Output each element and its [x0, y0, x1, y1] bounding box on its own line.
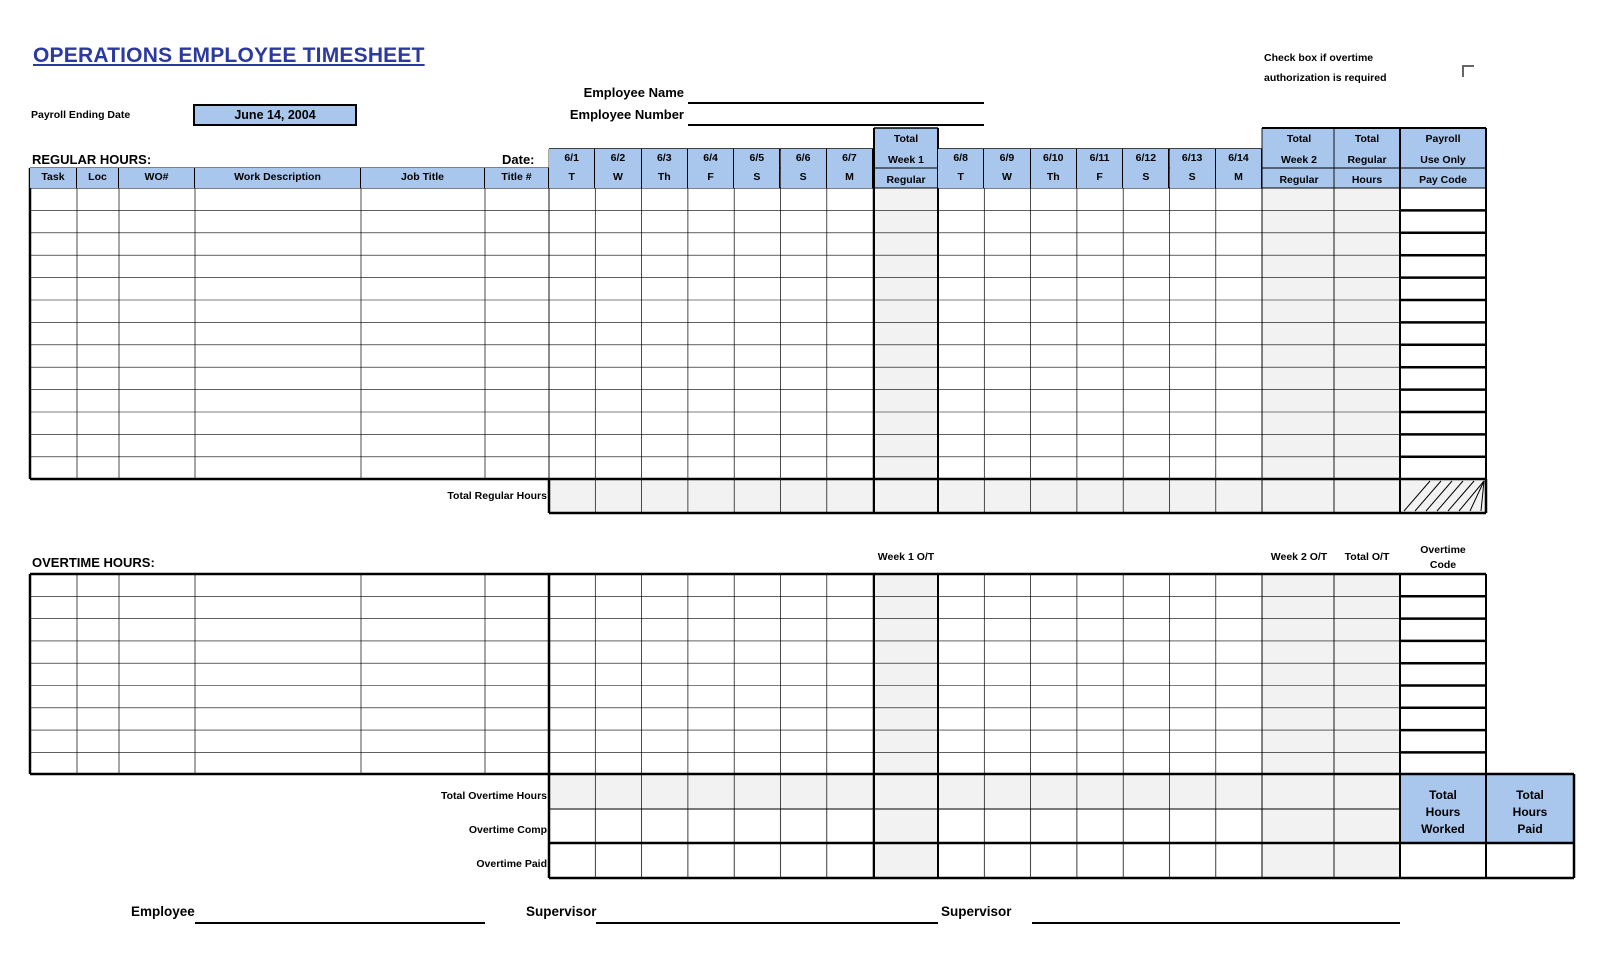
- total-regular-hours-label: Total Regular Hours: [447, 490, 547, 502]
- date-header: 6/12: [1123, 149, 1169, 169]
- date-header: 6/6: [781, 149, 827, 169]
- total-hours-paid-header: Total Hours Paid: [1512, 788, 1548, 836]
- day-header: M: [1216, 168, 1262, 188]
- total-hours-worked-header: Total Hours Worked: [1421, 788, 1465, 836]
- day-header: S: [1123, 168, 1169, 188]
- day-header: T: [938, 168, 984, 188]
- total-week2-regular-header: Total Week 2 Regular: [1279, 133, 1319, 186]
- day-header: Th: [1031, 168, 1077, 188]
- date-header: 6/9: [984, 149, 1030, 169]
- day-header: W: [984, 168, 1030, 188]
- date-label: Date:: [502, 152, 535, 167]
- overtime-check-label-1: Check box if overtime: [1264, 52, 1374, 64]
- column-header-5: Title #: [485, 168, 549, 188]
- regular-hours-label: REGULAR HOURS:: [32, 152, 152, 167]
- supervisor-signature-label-1: Supervisor: [526, 904, 597, 919]
- day-header: F: [1077, 168, 1123, 188]
- date-header: 6/4: [688, 149, 734, 169]
- column-header-1: Loc: [77, 168, 119, 188]
- total-ot-header: Total O/T: [1344, 551, 1390, 563]
- week2-ot-header: Week 2 O/T: [1270, 551, 1328, 563]
- date-header: 6/11: [1077, 149, 1123, 169]
- payroll-ending-date-field[interactable]: June 14, 2004: [193, 104, 357, 126]
- payroll-ending-label: Payroll Ending Date: [31, 109, 131, 121]
- supervisor-signature-line-2[interactable]: [1032, 922, 1400, 924]
- column-header-3: Work Description: [195, 168, 361, 188]
- day-header: S: [734, 168, 780, 188]
- total-regular-hours-header: Total Regular Hours: [1347, 133, 1387, 186]
- date-header: 6/13: [1170, 149, 1216, 169]
- date-header: 6/3: [642, 149, 688, 169]
- total-overtime-hours-label: Total Overtime Hours: [441, 790, 547, 802]
- supervisor-signature-line-1[interactable]: [596, 922, 938, 924]
- date-header: 6/10: [1031, 149, 1077, 169]
- day-header: F: [688, 168, 734, 188]
- overtime-check-label-2: authorization is required: [1264, 72, 1387, 84]
- date-header: 6/7: [827, 149, 873, 169]
- overtime-paid-label: Overtime Paid: [476, 858, 547, 870]
- column-header-4: Job Title: [361, 168, 485, 188]
- date-header: 6/2: [595, 149, 641, 169]
- day-header: W: [595, 168, 641, 188]
- date-header: 6/5: [734, 149, 780, 169]
- employee-signature-line[interactable]: [195, 922, 485, 924]
- page-title: OPERATIONS EMPLOYEE TIMESHEET: [33, 44, 425, 67]
- column-header-0: Task: [30, 168, 77, 188]
- date-header: 6/8: [938, 149, 984, 169]
- payroll-use-only-header: Payroll Use Only Pay Code: [1419, 133, 1467, 186]
- total-week1-regular-header: Total Week 1 Regular: [886, 133, 926, 186]
- employee-number-label: Employee Number: [569, 107, 684, 122]
- overtime-code-header: Overtime Code: [1420, 544, 1466, 571]
- day-header: M: [827, 168, 873, 188]
- supervisor-signature-label-2: Supervisor: [941, 904, 1012, 919]
- date-header: 6/1: [549, 149, 595, 169]
- day-header: S: [1170, 168, 1216, 188]
- week1-ot-header: Week 1 O/T: [877, 551, 935, 563]
- employee-signature-label: Employee: [131, 904, 195, 919]
- day-header: S: [781, 168, 827, 188]
- column-header-2: WO#: [119, 168, 195, 188]
- overtime-hours-label: OVERTIME HOURS:: [32, 555, 155, 570]
- employee-name-label: Employee Name: [583, 85, 684, 100]
- day-header: Th: [642, 168, 688, 188]
- overtime-comp-label: Overtime Comp: [468, 824, 547, 836]
- day-header: T: [549, 168, 595, 188]
- date-header: 6/14: [1216, 149, 1262, 169]
